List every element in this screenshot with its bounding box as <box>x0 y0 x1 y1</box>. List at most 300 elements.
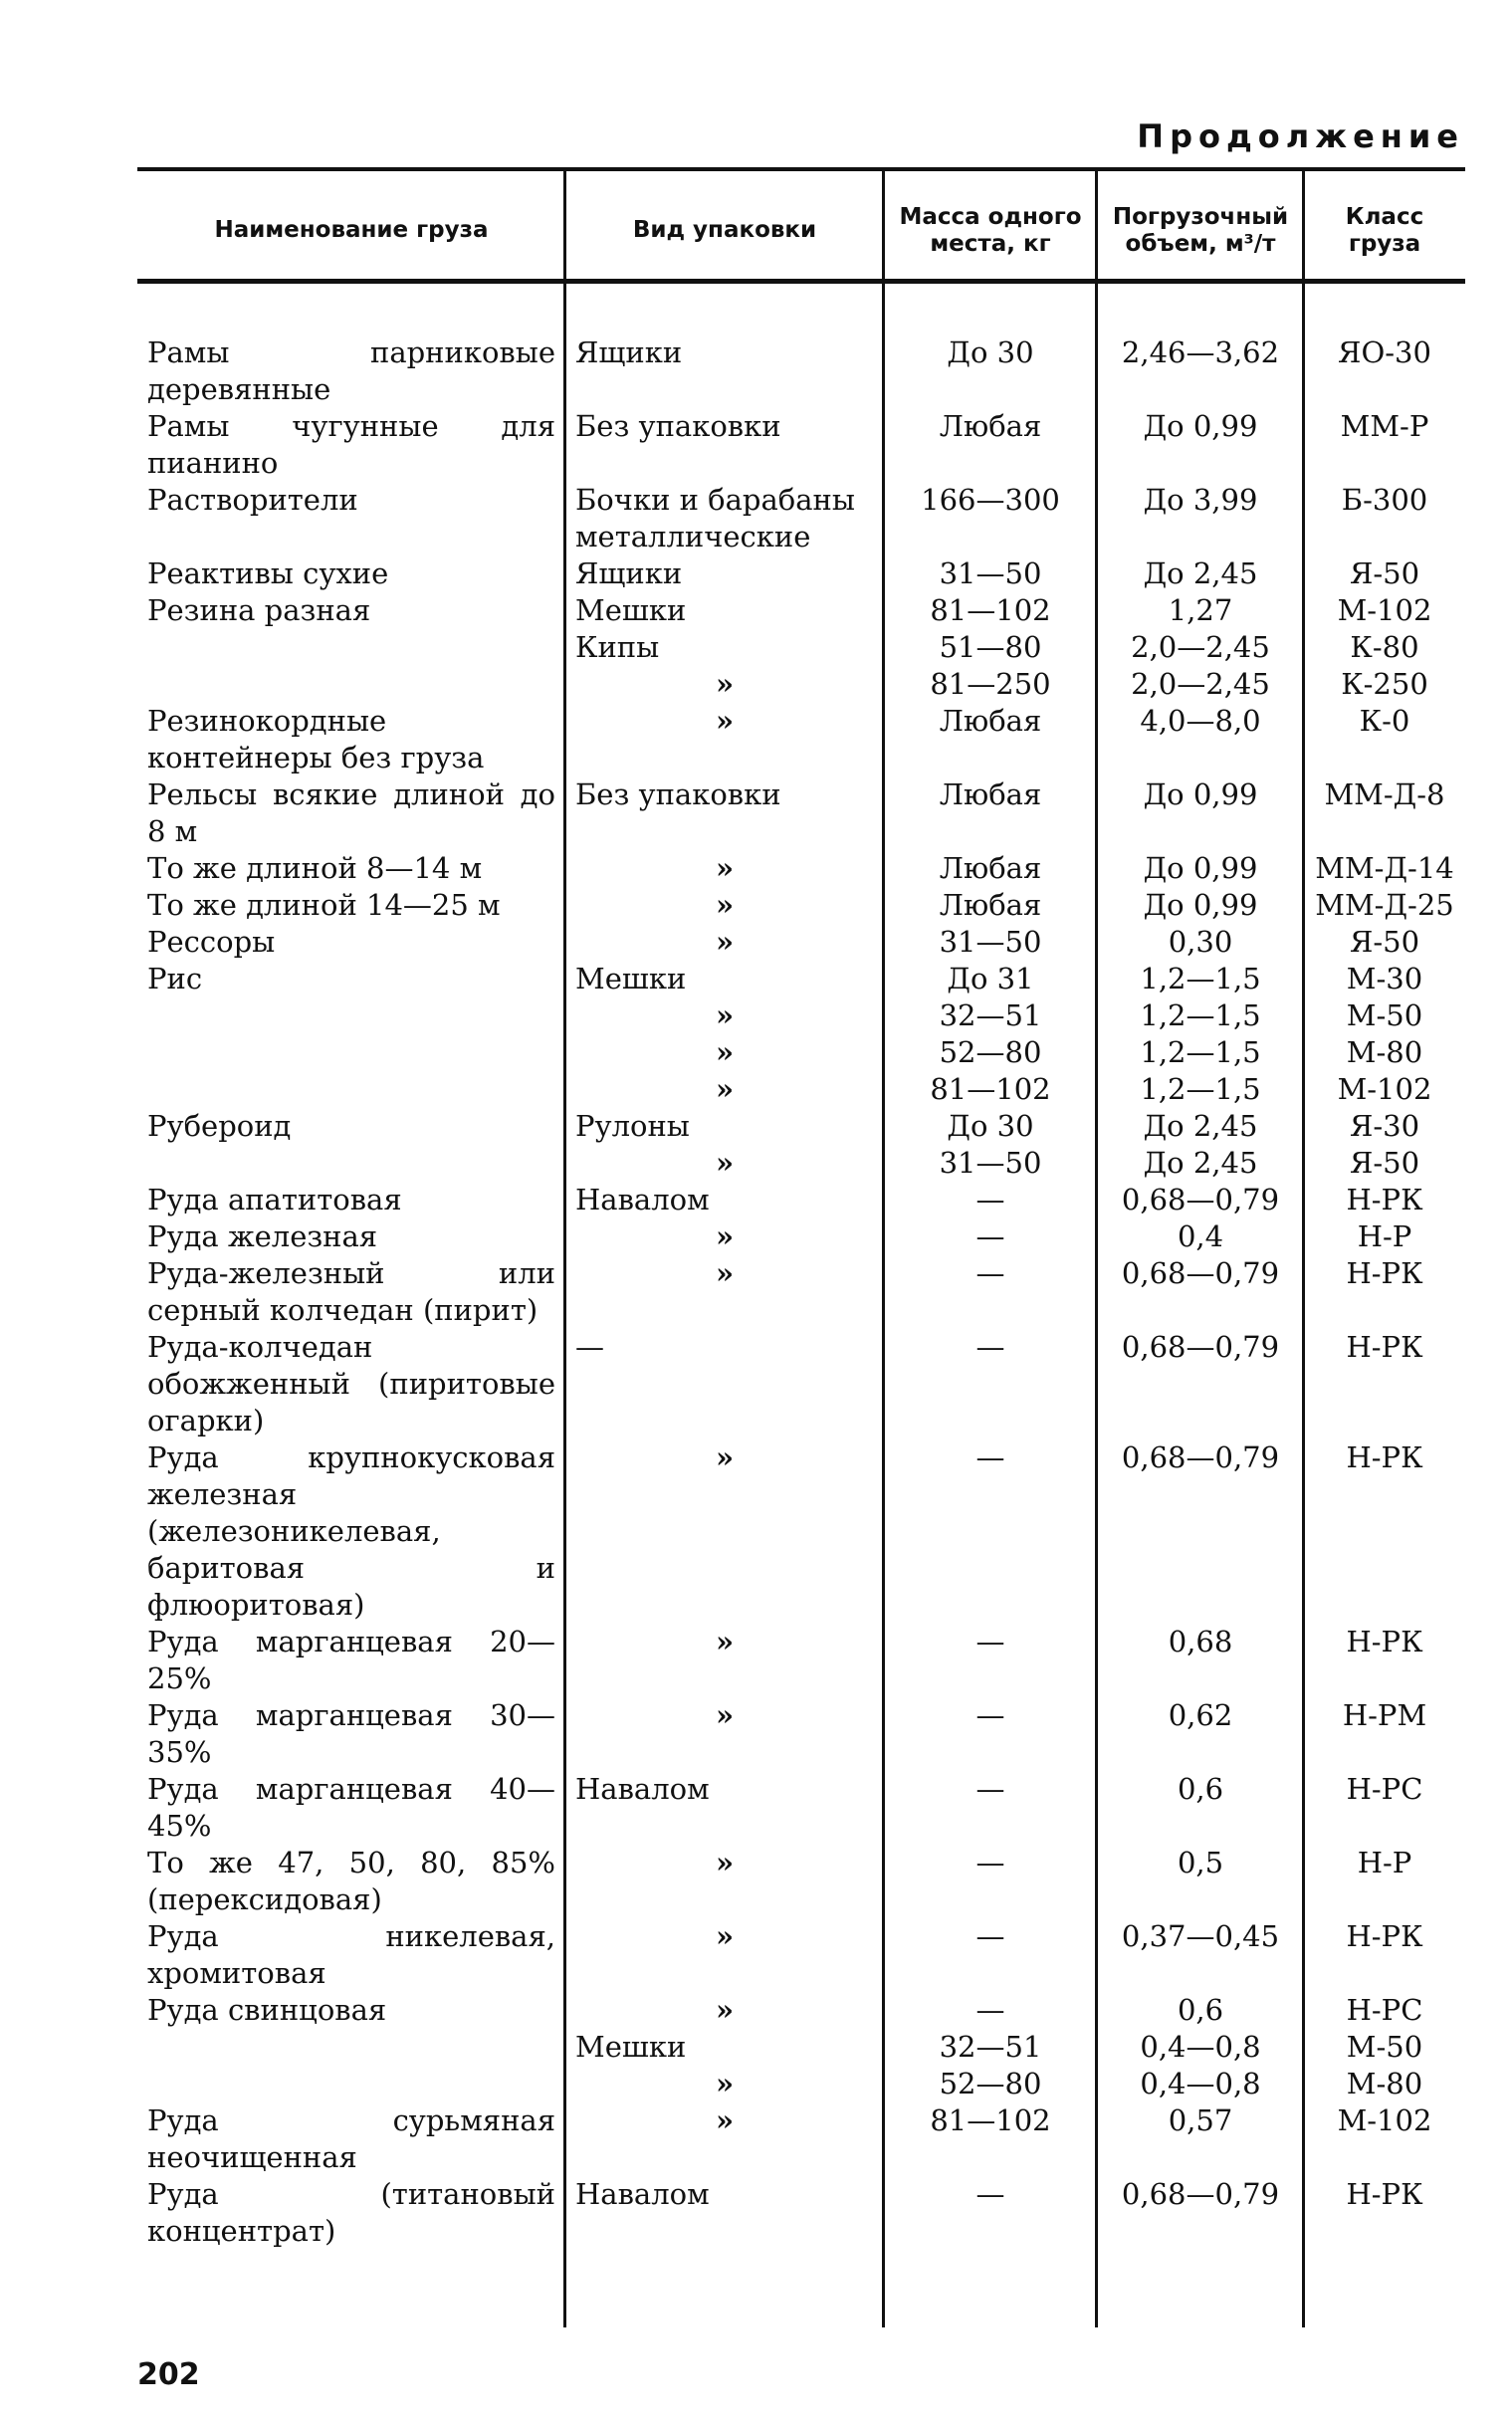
cargo-name: Руда марганцевая 30—35% <box>147 1698 555 1769</box>
mass-cell <box>884 482 1097 555</box>
packaging-cell <box>565 1329 884 1439</box>
header-packaging: Вид упаковки <box>632 217 817 244</box>
volume-cell <box>1097 592 1304 629</box>
mass-cell <box>884 2176 1097 2250</box>
mass-cell <box>884 1439 1097 1624</box>
packaging: » <box>715 1846 735 1879</box>
mass-cell <box>884 1255 1097 1329</box>
mass: Любая <box>939 777 1042 811</box>
table-row <box>137 592 1465 629</box>
mass: 31—50 <box>939 556 1042 590</box>
cargo-class: ММ-Д-8 <box>1324 777 1445 811</box>
cargo-name-cell <box>137 1145 565 1182</box>
volume: 0,4—0,8 <box>1140 2067 1261 2100</box>
mass: До 30 <box>947 335 1034 369</box>
packaging-cell <box>565 2102 884 2176</box>
packaging-cell <box>565 997 884 1034</box>
volume-cell <box>1097 961 1304 997</box>
volume: 0,4 <box>1177 1219 1224 1253</box>
packaging-cell <box>565 2176 884 2250</box>
packaging: Ящики <box>575 556 683 590</box>
volume: 0,37—0,45 <box>1121 1919 1280 1953</box>
cargo-class: Н-РК <box>1346 1440 1423 1474</box>
mass-cell <box>884 2102 1097 2176</box>
cargo-name-cell <box>137 1182 565 1218</box>
volume-cell <box>1097 1034 1304 1071</box>
packaging-cell <box>565 1845 884 1918</box>
packaging-cell <box>565 776 884 850</box>
packaging: Навалом <box>575 1183 710 1216</box>
packaging: Мешки <box>575 593 687 627</box>
cargo-class-cell <box>1304 666 1465 703</box>
cargo-class: Н-РС <box>1346 1993 1423 2027</box>
cargo-class: Б-300 <box>1341 483 1428 517</box>
cargo-name: Рельсы всякие длиной до 8 м <box>147 777 555 848</box>
packaging: » <box>715 1072 735 1106</box>
table-row <box>137 666 1465 703</box>
mass: 81—102 <box>930 593 1051 627</box>
volume-cell <box>1097 1439 1304 1624</box>
mass-cell <box>884 334 1097 408</box>
volume: До 0,99 <box>1143 777 1258 811</box>
cargo-class-cell <box>1304 2176 1465 2250</box>
table-row <box>137 1145 1465 1182</box>
mass-cell <box>884 592 1097 629</box>
mass: 81—102 <box>930 2103 1051 2137</box>
cargo-name: Рамы чугунные для пианино <box>147 409 555 480</box>
packaging: » <box>715 1146 735 1180</box>
volume-cell <box>1097 1697 1304 1771</box>
cargo-class-cell <box>1304 629 1465 666</box>
table-row <box>137 2102 1465 2176</box>
volume: До 0,99 <box>1143 851 1258 885</box>
cargo-name-cell <box>137 2102 565 2176</box>
spacer-row <box>137 295 1465 334</box>
volume-cell <box>1097 482 1304 555</box>
header-cargo-name: Наименование груза <box>214 217 489 244</box>
table-row <box>137 703 1465 776</box>
cargo-name-cell <box>137 961 565 997</box>
table-row <box>137 961 1465 997</box>
packaging: » <box>715 851 735 885</box>
volume: 0,68—0,79 <box>1121 1330 1280 1364</box>
volume: До 2,45 <box>1143 1146 1258 1180</box>
mass-cell <box>884 629 1097 666</box>
table-row <box>137 334 1465 408</box>
table-row <box>137 555 1465 592</box>
mass-cell <box>884 555 1097 592</box>
cargo-name: Руда свинцовая <box>147 1993 387 2027</box>
mass-cell <box>884 408 1097 482</box>
packaging-cell <box>565 592 884 629</box>
mass: — <box>975 1256 1005 1290</box>
mass: 52—80 <box>939 2067 1042 2100</box>
mass: — <box>975 1330 1005 1364</box>
cargo-name: То же длиной 8—14 м <box>147 851 483 885</box>
cargo-class-cell <box>1304 408 1465 482</box>
cargo-class-cell <box>1304 1771 1465 1845</box>
cargo-class: ММ-Р <box>1340 409 1429 443</box>
packaging: Ящики <box>575 335 683 369</box>
volume-cell <box>1097 1329 1304 1439</box>
cargo-name: Руда-железный или серный колчедан (пирит) <box>147 1256 555 1327</box>
cargo-class-cell <box>1304 703 1465 776</box>
packaging: » <box>715 998 735 1032</box>
cargo-name: Руда-колчедан обожженный (пиритовые огарки) <box>147 1330 555 1437</box>
cargo-class: М-102 <box>1337 2103 1432 2137</box>
cargo-name: То же длиной 14—25 м <box>147 888 501 922</box>
packaging-cell <box>565 1624 884 1697</box>
volume-cell <box>1097 334 1304 408</box>
cargo-name: Рис <box>147 962 203 995</box>
mass: — <box>975 1846 1005 1879</box>
packaging-cell <box>565 961 884 997</box>
cargo-name-cell <box>137 776 565 850</box>
table-row <box>137 997 1465 1034</box>
header-class: Класс груза <box>1345 203 1424 257</box>
packaging: » <box>715 1219 735 1253</box>
cargo-name: Руда сурьмяная неочищенная <box>147 2103 555 2174</box>
packaging: — <box>575 1330 604 1364</box>
volume-cell <box>1097 629 1304 666</box>
cargo-class-cell <box>1304 1992 1465 2029</box>
volume: 0,68—0,79 <box>1121 1256 1280 1290</box>
table-row <box>137 1697 1465 1771</box>
table-row <box>137 1182 1465 1218</box>
cargo-name: Руда марганцевая 40—45% <box>147 1772 555 1843</box>
cargo-class-cell <box>1304 924 1465 961</box>
table-row <box>137 1034 1465 1071</box>
cargo-name-cell <box>137 1218 565 1255</box>
table-row <box>137 1108 1465 1145</box>
table-row <box>137 482 1465 555</box>
table-row <box>137 776 1465 850</box>
volume-cell <box>1097 1845 1304 1918</box>
mass: — <box>975 1698 1005 1732</box>
volume: 0,62 <box>1168 1698 1233 1732</box>
cargo-class: К-80 <box>1350 630 1419 664</box>
mass: — <box>975 1919 1005 1953</box>
cargo-name: Руда апатитовая <box>147 1183 402 1216</box>
packaging: » <box>715 1993 735 2027</box>
cargo-name-cell <box>137 924 565 961</box>
cargo-class: Н-РС <box>1346 1772 1423 1806</box>
cargo-class: Н-РК <box>1346 1625 1423 1658</box>
volume-cell <box>1097 1255 1304 1329</box>
cargo-name: Растворители <box>147 483 358 517</box>
cargo-name: Рубероид <box>147 1109 292 1143</box>
mass: До 31 <box>947 962 1034 995</box>
table-row <box>137 1255 1465 1329</box>
packaging-cell <box>565 482 884 555</box>
packaging: Рулоны <box>575 1109 690 1143</box>
table-row <box>137 1624 1465 1697</box>
cargo-class-cell <box>1304 2029 1465 2066</box>
cargo-class-cell <box>1304 2066 1465 2102</box>
cargo-class-cell <box>1304 555 1465 592</box>
volume: До 0,99 <box>1143 888 1258 922</box>
volume-cell <box>1097 1108 1304 1145</box>
cargo-class-cell <box>1304 1255 1465 1329</box>
volume-cell <box>1097 2102 1304 2176</box>
cargo-class-cell <box>1304 776 1465 850</box>
mass-cell <box>884 1071 1097 1108</box>
packaging-cell <box>565 887 884 924</box>
cargo-name: Рамы парниковые деревянные <box>147 335 555 406</box>
table-row <box>137 924 1465 961</box>
packaging: Навалом <box>575 1772 710 1806</box>
cargo-class: Н-РК <box>1346 2177 1423 2211</box>
cargo-class: Я-50 <box>1349 1146 1420 1180</box>
packaging: Мешки <box>575 2030 687 2064</box>
packaging-cell <box>565 2029 884 2066</box>
volume: До 0,99 <box>1143 409 1258 443</box>
cargo-name-cell <box>137 666 565 703</box>
volume-cell <box>1097 2176 1304 2250</box>
volume: 1,2—1,5 <box>1140 1035 1261 1069</box>
cargo-class-cell <box>1304 1145 1465 1182</box>
cargo-class: Н-РК <box>1346 1330 1423 1364</box>
mass-cell <box>884 924 1097 961</box>
cargo-name: Рессоры <box>147 925 276 959</box>
cargo-class-cell <box>1304 1624 1465 1697</box>
cargo-class-cell <box>1304 1845 1465 1918</box>
packaging-cell <box>565 1145 884 1182</box>
table-row <box>137 1329 1465 1439</box>
packaging: » <box>715 1625 735 1658</box>
packaging: » <box>715 1919 735 1953</box>
cargo-class: ЯО-30 <box>1338 335 1431 369</box>
packaging: » <box>715 2067 735 2100</box>
table-row <box>137 1845 1465 1918</box>
volume: 1,2—1,5 <box>1140 1072 1261 1106</box>
packaging-cell <box>565 1071 884 1108</box>
cargo-class: М-80 <box>1346 2067 1423 2100</box>
table-row <box>137 2029 1465 2066</box>
mass-cell <box>884 666 1097 703</box>
volume-cell <box>1097 1992 1304 2029</box>
packaging: » <box>715 1035 735 1069</box>
packaging: » <box>715 704 735 738</box>
cargo-class: Н-РМ <box>1342 1698 1427 1732</box>
packaging: Без упаковки <box>575 777 781 811</box>
packaging-cell <box>565 666 884 703</box>
volume: 2,0—2,45 <box>1131 630 1270 664</box>
table-row <box>137 1918 1465 1992</box>
packaging-cell <box>565 1108 884 1145</box>
mass: 81—102 <box>930 1072 1051 1106</box>
table-row <box>137 2066 1465 2102</box>
cargo-class-cell <box>1304 850 1465 887</box>
cargo-class: М-80 <box>1346 1035 1423 1069</box>
mass-cell <box>884 1145 1097 1182</box>
packaging-cell <box>565 1918 884 1992</box>
mass-cell <box>884 1771 1097 1845</box>
cargo-class: Я-50 <box>1349 556 1420 590</box>
cargo-class: М-50 <box>1346 998 1423 1032</box>
mass-cell <box>884 776 1097 850</box>
packaging-cell <box>565 850 884 887</box>
packaging: » <box>715 667 735 701</box>
mass: Любая <box>939 409 1042 443</box>
mass: — <box>975 2177 1005 2211</box>
cargo-class: ММ-Д-14 <box>1315 851 1454 885</box>
cargo-name-cell <box>137 1845 565 1918</box>
cargo-name-cell <box>137 1624 565 1697</box>
table-row <box>137 629 1465 666</box>
table-row <box>137 1071 1465 1108</box>
header-volume: Погрузочный объем, м³/т <box>1112 203 1289 257</box>
cargo-name: То же 47, 50, 80, 85% (перексидовая) <box>147 1846 555 1916</box>
volume: 0,68 <box>1168 1625 1233 1658</box>
volume-cell <box>1097 850 1304 887</box>
volume: 4,0—8,0 <box>1140 704 1261 738</box>
volume: 0,30 <box>1168 925 1233 959</box>
cargo-name-cell <box>137 1918 565 1992</box>
mass: 31—50 <box>939 1146 1042 1180</box>
cargo-class: Я-50 <box>1349 925 1420 959</box>
header-mass: Масса одного места, кг <box>899 203 1082 257</box>
packaging: » <box>715 1698 735 1732</box>
packaging: Навалом <box>575 2177 710 2211</box>
mass-cell <box>884 2066 1097 2102</box>
mass-cell <box>884 1624 1097 1697</box>
packaging-cell <box>565 555 884 592</box>
packaging: » <box>715 888 735 922</box>
volume-cell <box>1097 555 1304 592</box>
packaging-cell <box>565 1439 884 1624</box>
cargo-class: М-102 <box>1337 593 1432 627</box>
volume-cell <box>1097 776 1304 850</box>
volume-cell <box>1097 2029 1304 2066</box>
packaging-cell <box>565 1697 884 1771</box>
cargo-name-cell <box>137 408 565 482</box>
table-row <box>137 1992 1465 2029</box>
cargo-class: Н-Р <box>1357 1219 1412 1253</box>
cargo-name-cell <box>137 555 565 592</box>
cargo-name-cell <box>137 482 565 555</box>
mass-cell <box>884 1108 1097 1145</box>
volume: 1,2—1,5 <box>1140 998 1261 1032</box>
volume-cell <box>1097 924 1304 961</box>
cargo-class-cell <box>1304 592 1465 629</box>
cargo-class-cell <box>1304 1071 1465 1108</box>
cargo-class-cell <box>1304 1182 1465 1218</box>
cargo-name-cell <box>137 997 565 1034</box>
table-row <box>137 850 1465 887</box>
mass-cell <box>884 850 1097 887</box>
cargo-name-cell <box>137 2176 565 2250</box>
volume-cell <box>1097 408 1304 482</box>
volume-cell <box>1097 1071 1304 1108</box>
cargo-class-cell <box>1304 1697 1465 1771</box>
volume-cell <box>1097 1771 1304 1845</box>
mass: 51—80 <box>939 630 1042 664</box>
volume: 2,0—2,45 <box>1131 667 1270 701</box>
packaging-cell <box>565 334 884 408</box>
table-row <box>137 1771 1465 1845</box>
mass: До 30 <box>947 1109 1034 1143</box>
mass: — <box>975 1993 1005 2027</box>
cargo-name-cell <box>137 629 565 666</box>
packaging-cell <box>565 703 884 776</box>
volume: 0,68—0,79 <box>1121 1183 1280 1216</box>
cargo-name-cell <box>137 592 565 629</box>
cargo-class-cell <box>1304 1329 1465 1439</box>
cargo-class-cell <box>1304 961 1465 997</box>
cargo-name-cell <box>137 1992 565 2029</box>
mass: — <box>975 1219 1005 1253</box>
cargo-class-cell <box>1304 1218 1465 1255</box>
mass-cell <box>884 1918 1097 1992</box>
volume-cell <box>1097 703 1304 776</box>
mass: — <box>975 1772 1005 1806</box>
volume: 0,6 <box>1177 1772 1224 1806</box>
cargo-table <box>137 167 1465 2250</box>
cargo-name-cell <box>137 703 565 776</box>
mass-cell <box>884 961 1097 997</box>
mass: — <box>975 1625 1005 1658</box>
cargo-name: Руда железная <box>147 1219 378 1253</box>
volume-cell <box>1097 1918 1304 1992</box>
mass-cell <box>884 1992 1097 2029</box>
mass: 32—51 <box>939 998 1042 1032</box>
cargo-name: Руда никелевая, хромитовая <box>147 1919 555 1990</box>
volume: 1,27 <box>1168 593 1233 627</box>
volume: До 3,99 <box>1143 483 1258 517</box>
mass: — <box>975 1440 1005 1474</box>
mass-cell <box>884 1329 1097 1439</box>
cargo-class: Н-РК <box>1346 1919 1423 1953</box>
cargo-name: Резина разная <box>147 593 371 627</box>
mass-cell <box>884 997 1097 1034</box>
cargo-class-cell <box>1304 887 1465 924</box>
table-row <box>137 1218 1465 1255</box>
cargo-class: М-30 <box>1346 962 1423 995</box>
cargo-class: ММ-Д-25 <box>1315 888 1454 922</box>
mass-cell <box>884 2029 1097 2066</box>
volume: 0,5 <box>1177 1846 1224 1879</box>
mass: Любая <box>939 851 1042 885</box>
mass: Любая <box>939 704 1042 738</box>
volume: 0,6 <box>1177 1993 1224 2027</box>
packaging: » <box>715 1440 735 1474</box>
cargo-class-cell <box>1304 1108 1465 1145</box>
packaging-cell <box>565 1255 884 1329</box>
volume: 0,68—0,79 <box>1121 2177 1280 2211</box>
mass: 52—80 <box>939 1035 1042 1069</box>
cargo-class: М-102 <box>1337 1072 1432 1106</box>
volume: 2,46—3,62 <box>1121 335 1280 369</box>
cargo-class: К-0 <box>1359 704 1410 738</box>
cargo-name-cell <box>137 1439 565 1624</box>
cargo-class: М-50 <box>1346 2030 1423 2064</box>
mass-cell <box>884 1845 1097 1918</box>
cargo-name: Реактивы сухие <box>147 556 389 590</box>
mass-cell <box>884 1697 1097 1771</box>
cargo-name-cell <box>137 887 565 924</box>
packaging: » <box>715 925 735 959</box>
continuation-label: Продолжение <box>1137 117 1464 155</box>
cargo-name-cell <box>137 1108 565 1145</box>
cargo-class: Я-30 <box>1349 1109 1420 1143</box>
volume-cell <box>1097 887 1304 924</box>
cargo-name-cell <box>137 1255 565 1329</box>
mass-cell <box>884 1182 1097 1218</box>
volume: 1,2—1,5 <box>1140 962 1261 995</box>
cargo-class-cell <box>1304 997 1465 1034</box>
packaging: Без упаковки <box>575 409 781 443</box>
